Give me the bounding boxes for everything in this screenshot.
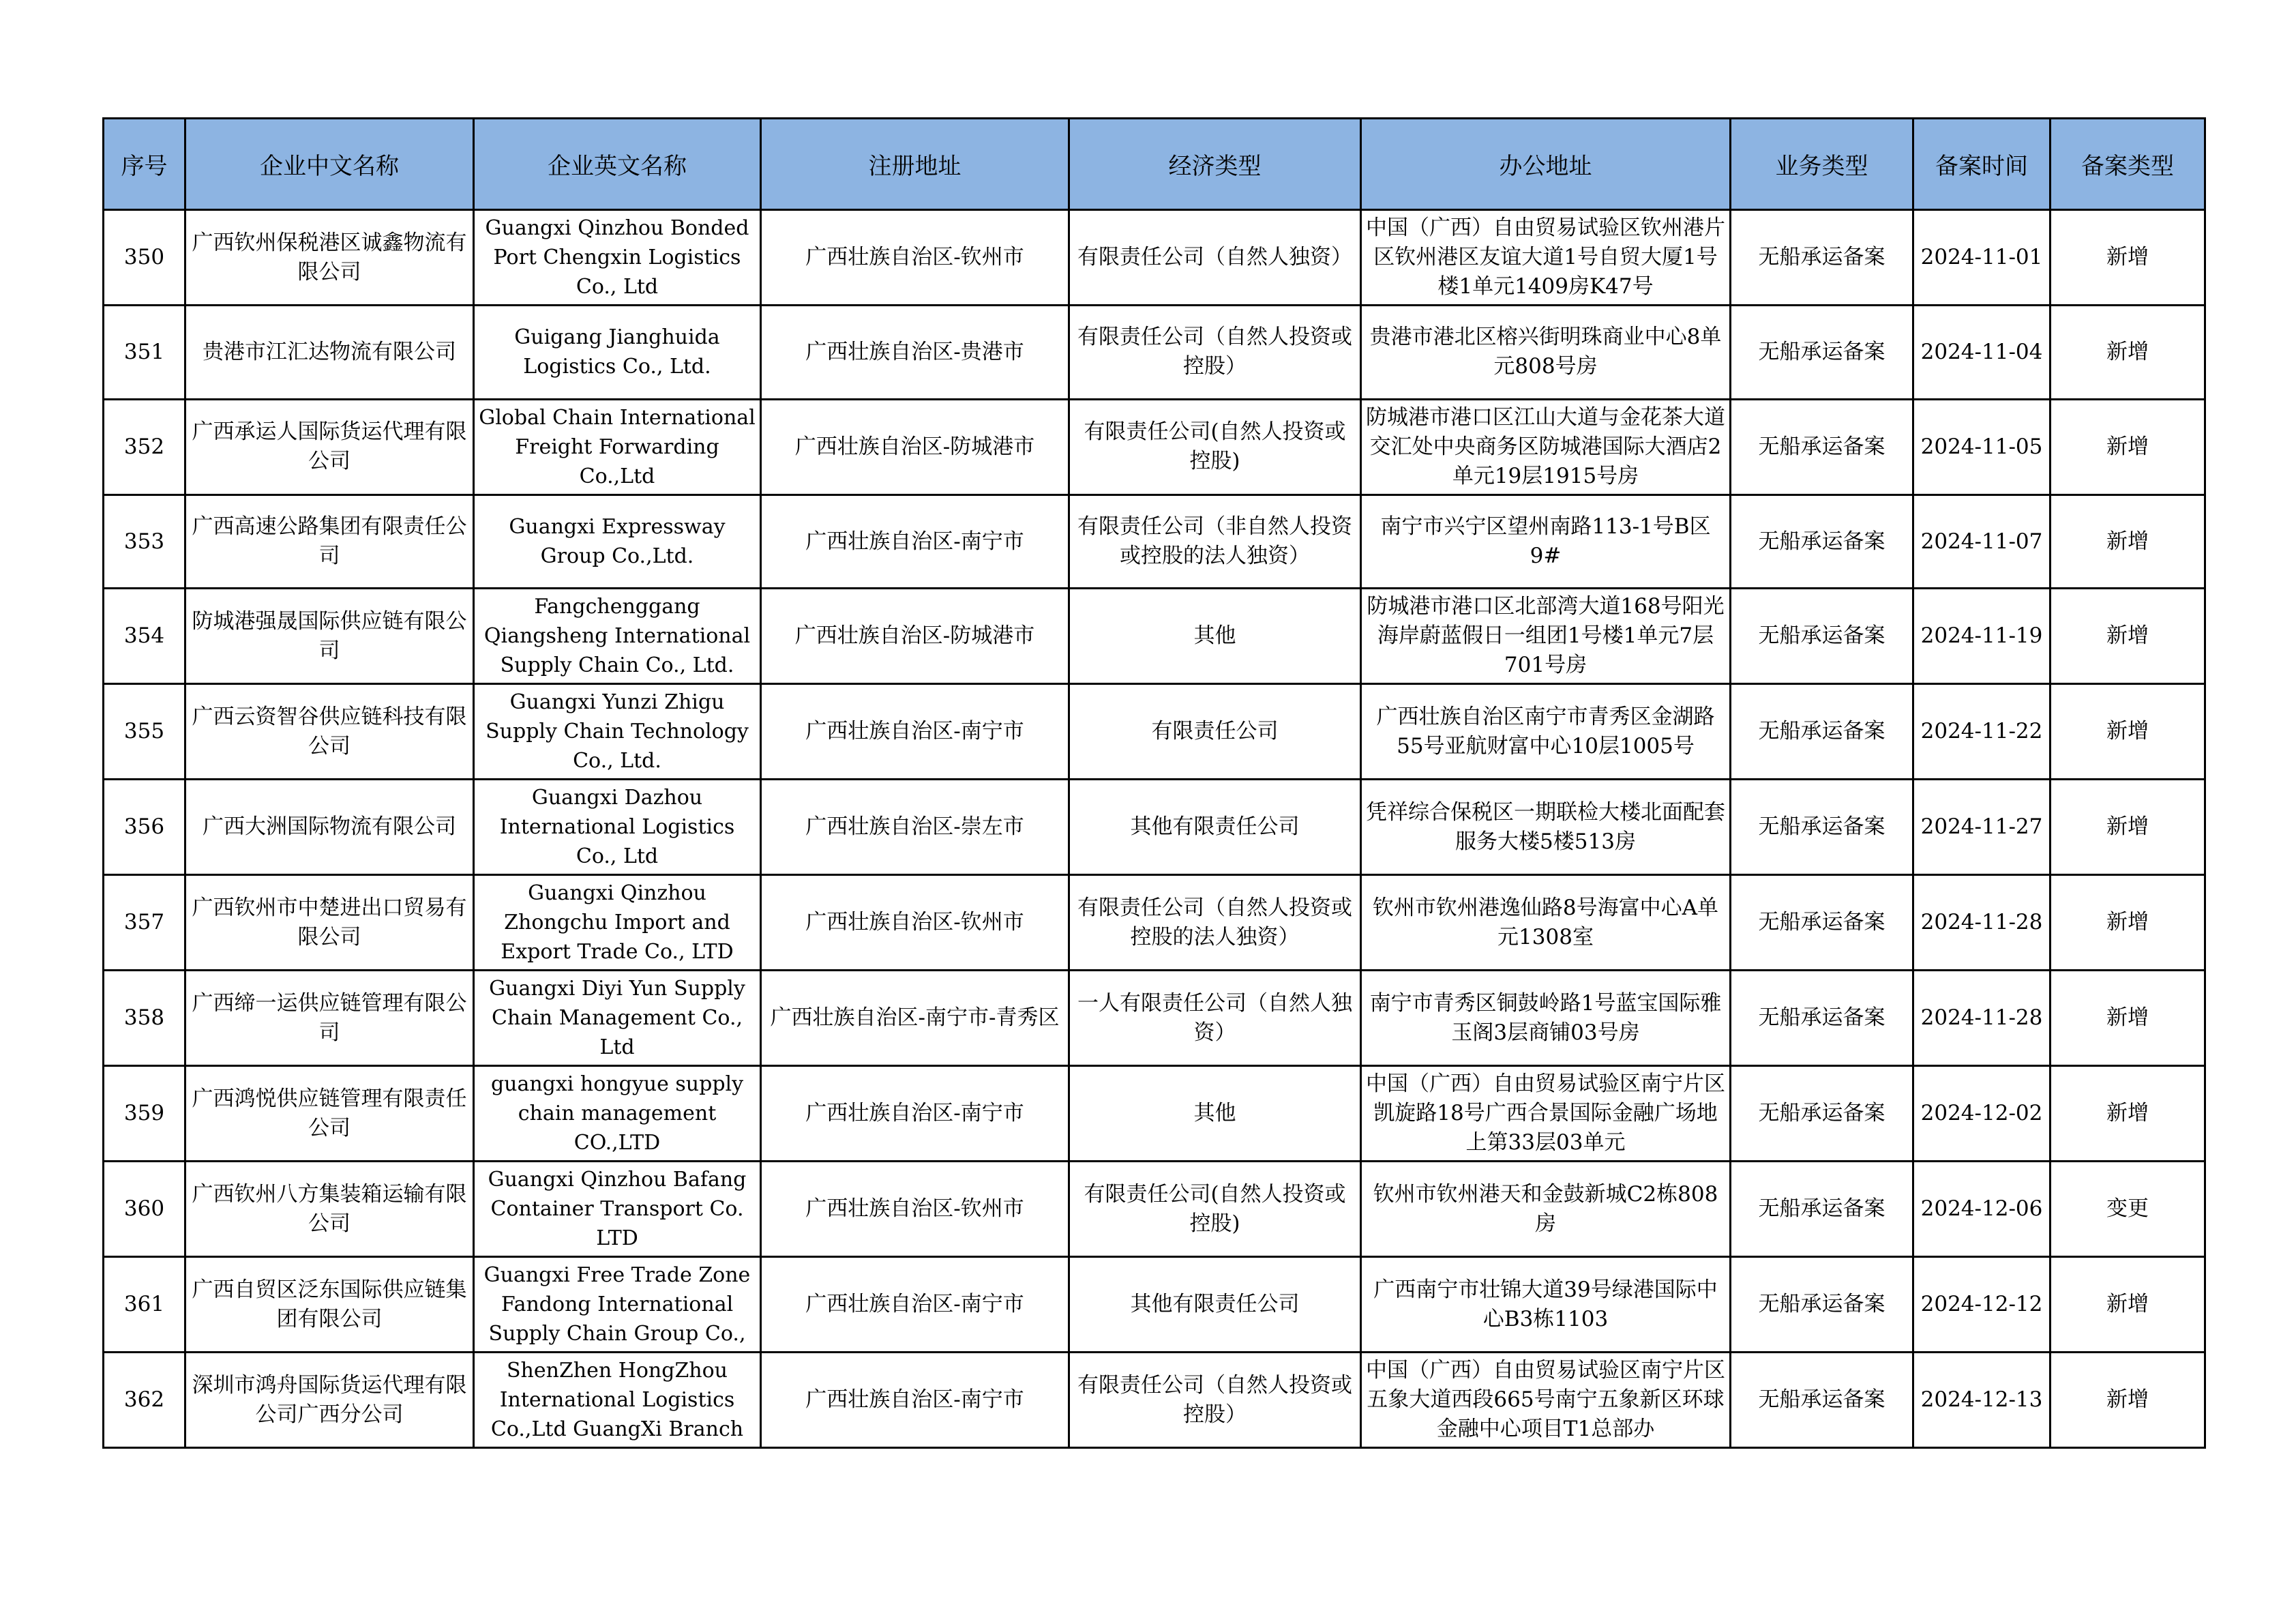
econ-type-cell: 有限责任公司（自然人投资或控股） bbox=[1069, 306, 1361, 400]
reg-address-cell: 广西壮族自治区-南宁市 bbox=[761, 1257, 1069, 1353]
business-type-cell: 无船承运备案 bbox=[1731, 589, 1913, 684]
table-row bbox=[104, 1257, 2205, 1353]
index-cell: 353 bbox=[104, 494, 185, 589]
header-cell-filing-date: 备案时间 bbox=[1913, 119, 2051, 210]
en-name-cell: Global Chain International Freight Forwarding Co.,Ltd bbox=[474, 399, 761, 494]
filing-type-cell: 新增 bbox=[2051, 1066, 2205, 1162]
filing-date-cell: 2024-12-02 bbox=[1913, 1066, 2051, 1162]
cn-name-cell: 广西钦州保税港区诚鑫物流有限公司 bbox=[185, 210, 474, 306]
cn-name-cell: 广西钦州八方集装箱运输有限公司 bbox=[185, 1162, 474, 1257]
business-type-cell: 无船承运备案 bbox=[1731, 684, 1913, 780]
table-row bbox=[104, 210, 2205, 306]
business-type-cell: 无船承运备案 bbox=[1731, 494, 1913, 589]
table-row bbox=[104, 971, 2205, 1066]
filing-type-cell: 新增 bbox=[2051, 684, 2205, 780]
index-cell: 358 bbox=[104, 971, 185, 1066]
filing-type-cell: 新增 bbox=[2051, 875, 2205, 971]
filing-table bbox=[102, 117, 2206, 1449]
business-type-cell: 无船承运备案 bbox=[1731, 1257, 1913, 1353]
reg-address-cell: 广西壮族自治区-防城港市 bbox=[761, 589, 1069, 684]
table-row bbox=[104, 684, 2205, 780]
filing-date-cell: 2024-12-12 bbox=[1913, 1257, 2051, 1353]
office-address-cell: 南宁市兴宁区望州南路113-1号B区9# bbox=[1361, 494, 1731, 589]
reg-address-cell: 广西壮族自治区-防城港市 bbox=[761, 399, 1069, 494]
en-name-cell: Guangxi Qinzhou Bonded Port Chengxin Logistics Co., Ltd bbox=[474, 210, 761, 306]
en-name-cell: Guangxi Qinzhou Zhongchu Import and Export Trade Co., LTD bbox=[474, 875, 761, 971]
table-row bbox=[104, 399, 2205, 494]
index-cell: 361 bbox=[104, 1257, 185, 1353]
econ-type-cell: 有限责任公司(自然人投资或控股) bbox=[1069, 399, 1361, 494]
cn-name-cell: 广西大洲国际物流有限公司 bbox=[185, 780, 474, 875]
office-address-cell: 钦州市钦州港逸仙路8号海富中心A单元1308室 bbox=[1361, 875, 1731, 971]
business-type-cell: 无船承运备案 bbox=[1731, 780, 1913, 875]
index-cell: 360 bbox=[104, 1162, 185, 1257]
econ-type-cell: 有限责任公司(自然人投资或控股) bbox=[1069, 1162, 1361, 1257]
econ-type-cell: 其他有限责任公司 bbox=[1069, 1257, 1361, 1353]
table-row bbox=[104, 1353, 2205, 1448]
reg-address-cell: 广西壮族自治区-南宁市 bbox=[761, 684, 1069, 780]
index-cell: 351 bbox=[104, 306, 185, 400]
cn-name-cell: 广西钦州市中楚进出口贸易有限公司 bbox=[185, 875, 474, 971]
filing-date-cell: 2024-11-28 bbox=[1913, 971, 2051, 1066]
table-row bbox=[104, 780, 2205, 875]
office-address-cell: 中国（广西）自由贸易试验区南宁片区凯旋路18号广西合景国际金融广场地上第33层03单元 bbox=[1361, 1066, 1731, 1162]
en-name-cell: Guangxi Qinzhou Bafang Container Transport Co. LTD bbox=[474, 1162, 761, 1257]
header-row bbox=[104, 119, 2205, 210]
filing-date-cell: 2024-12-06 bbox=[1913, 1162, 2051, 1257]
filing-date-cell: 2024-11-22 bbox=[1913, 684, 2051, 780]
cn-name-cell: 广西自贸区泛东国际供应链集团有限公司 bbox=[185, 1257, 474, 1353]
header-cell-econ-type: 经济类型 bbox=[1069, 119, 1361, 210]
filing-type-cell: 新增 bbox=[2051, 399, 2205, 494]
index-cell: 350 bbox=[104, 210, 185, 306]
business-type-cell: 无船承运备案 bbox=[1731, 399, 1913, 494]
business-type-cell: 无船承运备案 bbox=[1731, 1353, 1913, 1448]
table-row bbox=[104, 306, 2205, 400]
reg-address-cell: 广西壮族自治区-南宁市 bbox=[761, 1353, 1069, 1448]
office-address-cell: 广西南宁市壮锦大道39号绿港国际中心B3栋1103 bbox=[1361, 1257, 1731, 1353]
reg-address-cell: 广西壮族自治区-南宁市 bbox=[761, 494, 1069, 589]
en-name-cell: Guangxi Expressway Group Co.,Ltd. bbox=[474, 494, 761, 589]
filing-date-cell: 2024-11-01 bbox=[1913, 210, 2051, 306]
office-address-cell: 防城港市港口区江山大道与金花茶大道交汇处中央商务区防城港国际大酒店2单元19层1915号房 bbox=[1361, 399, 1731, 494]
cn-name-cell: 广西云资智谷供应链科技有限公司 bbox=[185, 684, 474, 780]
filing-date-cell: 2024-11-28 bbox=[1913, 875, 2051, 971]
table-row bbox=[104, 1066, 2205, 1162]
table-row bbox=[104, 875, 2205, 971]
reg-address-cell: 广西壮族自治区-南宁市 bbox=[761, 1066, 1069, 1162]
business-type-cell: 无船承运备案 bbox=[1731, 1162, 1913, 1257]
header-cell-index: 序号 bbox=[104, 119, 185, 210]
header-cell-en-name: 企业英文名称 bbox=[474, 119, 761, 210]
econ-type-cell: 有限责任公司 bbox=[1069, 684, 1361, 780]
office-address-cell: 南宁市青秀区铜鼓岭路1号蓝宝国际雅玉阁3层商铺03号房 bbox=[1361, 971, 1731, 1066]
econ-type-cell: 有限责任公司（自然人投资或控股） bbox=[1069, 1353, 1361, 1448]
reg-address-cell: 广西壮族自治区-钦州市 bbox=[761, 1162, 1069, 1257]
index-cell: 354 bbox=[104, 589, 185, 684]
reg-address-cell: 广西壮族自治区-贵港市 bbox=[761, 306, 1069, 400]
header-cell-cn-name: 企业中文名称 bbox=[185, 119, 474, 210]
reg-address-cell: 广西壮族自治区-钦州市 bbox=[761, 210, 1069, 306]
index-cell: 352 bbox=[104, 399, 185, 494]
filing-type-cell: 新增 bbox=[2051, 780, 2205, 875]
filing-date-cell: 2024-12-13 bbox=[1913, 1353, 2051, 1448]
office-address-cell: 凭祥综合保税区一期联检大楼北面配套服务大楼5楼513房 bbox=[1361, 780, 1731, 875]
en-name-cell: Guangxi Free Trade Zone Fandong International Supply Chain Group Co., bbox=[474, 1257, 761, 1353]
index-cell: 362 bbox=[104, 1353, 185, 1448]
cn-name-cell: 深圳市鸿舟国际货运代理有限公司广西分公司 bbox=[185, 1353, 474, 1448]
office-address-cell: 中国（广西）自由贸易试验区南宁片区五象大道西段665号南宁五象新区环球金融中心项目T1总部办 bbox=[1361, 1353, 1731, 1448]
en-name-cell: guangxi hongyue supply chain management CO.,LTD bbox=[474, 1066, 761, 1162]
en-name-cell: ShenZhen HongZhou International Logistics Co.,Ltd GuangXi Branch bbox=[474, 1353, 761, 1448]
reg-address-cell: 广西壮族自治区-崇左市 bbox=[761, 780, 1069, 875]
filing-type-cell: 新增 bbox=[2051, 1353, 2205, 1448]
filing-date-cell: 2024-11-07 bbox=[1913, 494, 2051, 589]
business-type-cell: 无船承运备案 bbox=[1731, 875, 1913, 971]
table-row bbox=[104, 589, 2205, 684]
table-row bbox=[104, 1162, 2205, 1257]
econ-type-cell: 其他 bbox=[1069, 1066, 1361, 1162]
econ-type-cell: 其他 bbox=[1069, 589, 1361, 684]
filing-date-cell: 2024-11-27 bbox=[1913, 780, 2051, 875]
en-name-cell: Guigang Jianghuida Logistics Co., Ltd. bbox=[474, 306, 761, 400]
en-name-cell: Fangchenggang Qiangsheng International Supply Chain Co., Ltd. bbox=[474, 589, 761, 684]
filing-type-cell: 新增 bbox=[2051, 210, 2205, 306]
table-row bbox=[104, 494, 2205, 589]
cn-name-cell: 防城港强晟国际供应链有限公司 bbox=[185, 589, 474, 684]
header-cell-business-type: 业务类型 bbox=[1731, 119, 1913, 210]
econ-type-cell: 有限责任公司（自然人独资） bbox=[1069, 210, 1361, 306]
index-cell: 356 bbox=[104, 780, 185, 875]
reg-address-cell: 广西壮族自治区-南宁市-青秀区 bbox=[761, 971, 1069, 1066]
en-name-cell: Guangxi Yunzi Zhigu Supply Chain Technology Co., Ltd. bbox=[474, 684, 761, 780]
office-address-cell: 中国（广西）自由贸易试验区钦州港片区钦州港区友谊大道1号自贸大厦1号楼1单元1409房K47号 bbox=[1361, 210, 1731, 306]
cn-name-cell: 贵港市江汇达物流有限公司 bbox=[185, 306, 474, 400]
filing-type-cell: 新增 bbox=[2051, 589, 2205, 684]
business-type-cell: 无船承运备案 bbox=[1731, 971, 1913, 1066]
index-cell: 357 bbox=[104, 875, 185, 971]
filing-date-cell: 2024-11-19 bbox=[1913, 589, 2051, 684]
en-name-cell: Guangxi Diyi Yun Supply Chain Management Co., Ltd bbox=[474, 971, 761, 1066]
filing-type-cell: 新增 bbox=[2051, 971, 2205, 1066]
index-cell: 355 bbox=[104, 684, 185, 780]
econ-type-cell: 其他有限责任公司 bbox=[1069, 780, 1361, 875]
header-cell-filing-type: 备案类型 bbox=[2051, 119, 2205, 210]
en-name-cell: Guangxi Dazhou International Logistics Co., Ltd bbox=[474, 780, 761, 875]
filing-type-cell: 新增 bbox=[2051, 1257, 2205, 1353]
cn-name-cell: 广西承运人国际货运代理有限公司 bbox=[185, 399, 474, 494]
filing-date-cell: 2024-11-04 bbox=[1913, 306, 2051, 400]
index-cell: 359 bbox=[104, 1066, 185, 1162]
filing-type-cell: 新增 bbox=[2051, 494, 2205, 589]
business-type-cell: 无船承运备案 bbox=[1731, 210, 1913, 306]
econ-type-cell: 一人有限责任公司（自然人独资） bbox=[1069, 971, 1361, 1066]
reg-address-cell: 广西壮族自治区-钦州市 bbox=[761, 875, 1069, 971]
office-address-cell: 钦州市钦州港天和金鼓新城C2栋808房 bbox=[1361, 1162, 1731, 1257]
business-type-cell: 无船承运备案 bbox=[1731, 306, 1913, 400]
cn-name-cell: 广西缔一运供应链管理有限公司 bbox=[185, 971, 474, 1066]
business-type-cell: 无船承运备案 bbox=[1731, 1066, 1913, 1162]
econ-type-cell: 有限责任公司（非自然人投资或控股的法人独资） bbox=[1069, 494, 1361, 589]
filing-date-cell: 2024-11-05 bbox=[1913, 399, 2051, 494]
office-address-cell: 广西壮族自治区南宁市青秀区金湖路55号亚航财富中心10层1005号 bbox=[1361, 684, 1731, 780]
cn-name-cell: 广西高速公路集团有限责任公司 bbox=[185, 494, 474, 589]
header-cell-office-address: 办公地址 bbox=[1361, 119, 1731, 210]
office-address-cell: 防城港市港口区北部湾大道168号阳光海岸蔚蓝假日一组团1号楼1单元7层701号房 bbox=[1361, 589, 1731, 684]
filing-type-cell: 新增 bbox=[2051, 306, 2205, 400]
office-address-cell: 贵港市港北区榕兴街明珠商业中心8单元808号房 bbox=[1361, 306, 1731, 400]
filing-type-cell: 变更 bbox=[2051, 1162, 2205, 1257]
econ-type-cell: 有限责任公司（自然人投资或控股的法人独资） bbox=[1069, 875, 1361, 971]
header-cell-reg-address: 注册地址 bbox=[761, 119, 1069, 210]
cn-name-cell: 广西鸿悦供应链管理有限责任公司 bbox=[185, 1066, 474, 1162]
